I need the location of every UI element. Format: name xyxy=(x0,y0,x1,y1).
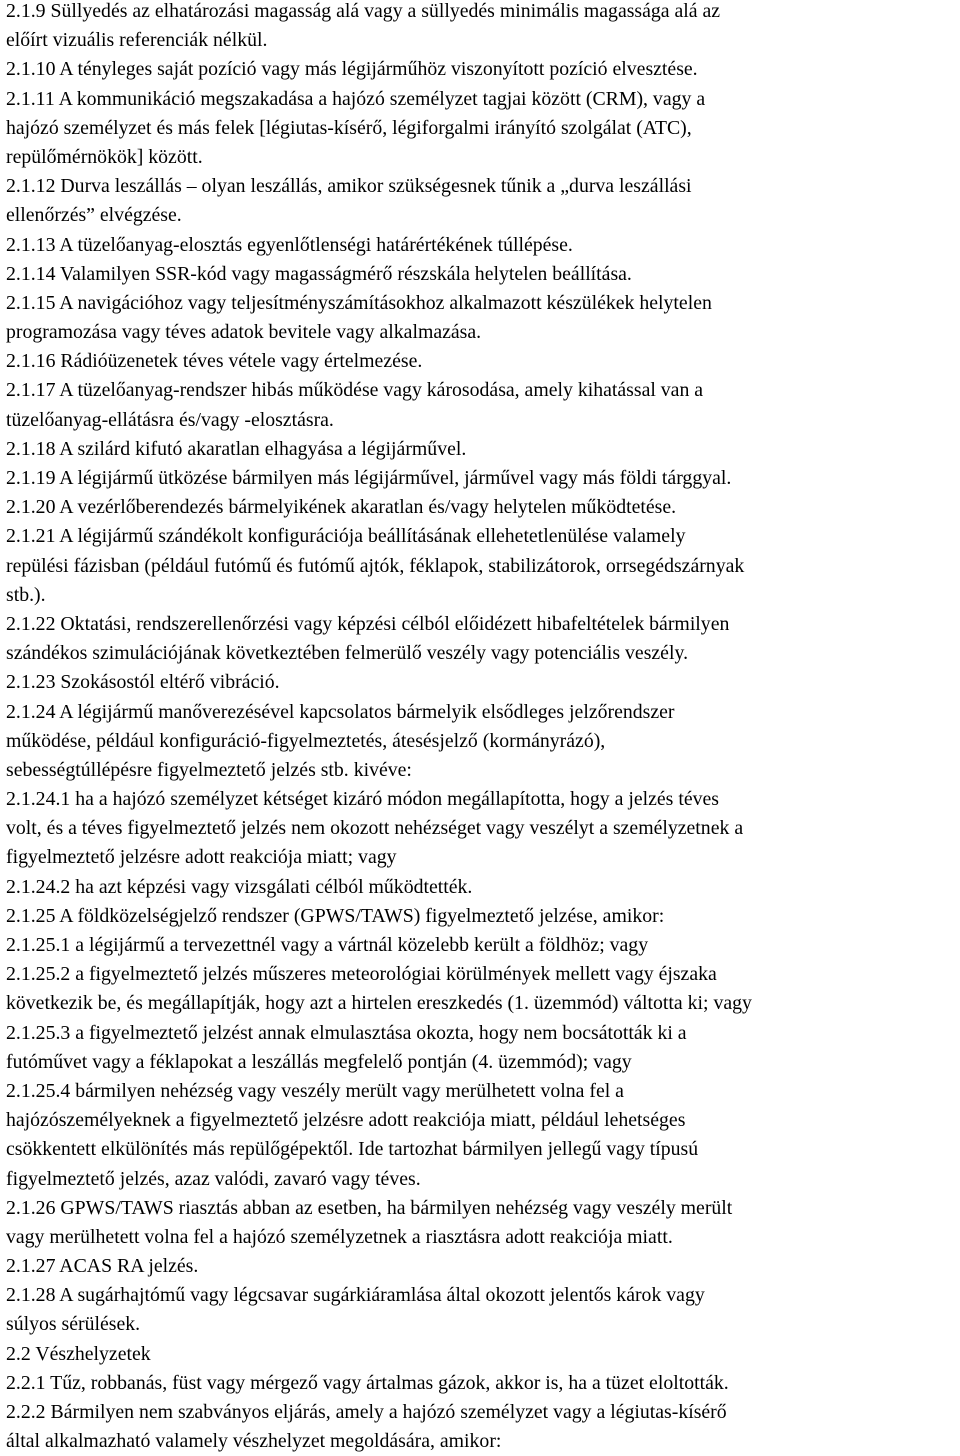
text-line: 2.2.2 Bármilyen nem szabványos eljárás, amely a hajózó személyzet vagy a légiutas-kísérő xyxy=(6,1401,727,1423)
text-line: tüzelőanyag-ellátásra és/vagy -elosztásra. xyxy=(6,408,334,431)
text-line: volt, és a téves figyelmeztető jelzés nem okozott nehézséget vagy veszélyt a személyzetnek a xyxy=(6,817,744,840)
text-line: működése, például konfiguráció-figyelmeztetés, átesésjelző (kormányrázó), xyxy=(6,729,606,752)
text-line: 2.1.20 A vezérlőberendezés bármelyikének akaratlan és/vagy helytelen működtetése. xyxy=(6,496,677,519)
text-line: futóművet vagy a féklapokat a leszállás megfelelő pontján (4. üzemmód); vagy xyxy=(6,1050,632,1073)
text-line: 2.1.11 A kommunikáció megszakadása a hajózó személyzet tagjai között (CRM), vagy a xyxy=(6,87,706,110)
text-line: 2.1.27 ACAS RA jelzés. xyxy=(6,1255,199,1278)
text-line: vagy merülhetett volna fel a hajózó személyzetnek a riasztásra adott reakciója miatt. xyxy=(6,1225,673,1248)
text-line: 2.1.17 A tüzelőanyag-rendszer hibás működése vagy károsodása, amely kihatással van a xyxy=(6,379,704,402)
text-line: figyelmeztető jelzés, azaz valódi, zavaró vagy téves. xyxy=(6,1167,421,1190)
text-line: előírt vizuális referenciák nélkül. xyxy=(6,29,268,52)
text-line: 2.1.22 Oktatási, rendszerellenőrzési vagy képzési célból előidézett hibafeltételek bármilyen xyxy=(6,612,730,635)
section-heading: 2.2 Vészhelyzetek xyxy=(6,1342,151,1365)
text-line: repülőmérnökök] között. xyxy=(6,145,203,168)
text-line: 2.1.23 Szokásostól eltérő vibráció. xyxy=(6,671,280,694)
text-line: stb.). xyxy=(6,583,46,606)
text-line: 2.1.28 A sugárhajtómű vagy légcsavar sugárkiáramlása által okozott jelentős károk vagy xyxy=(6,1284,705,1307)
text-line: 2.1.24 A légijármű manőverezésével kapcsolatos bármelyik elsődleges jelzőrendszer xyxy=(6,700,675,723)
text-line: következik be, és megállapítják, hogy azt a hirtelen ereszkedés (1. üzemmód) váltotta ki; vagy xyxy=(6,992,752,1015)
text-line: 2.1.13 A tüzelőanyag-elosztás egyenlőtlenségi határértékének túllépése. xyxy=(6,233,573,256)
text-line: 2.1.25 A földközelségjelző rendszer (GPWS/TAWS) figyelmeztető jelzése, amikor: xyxy=(6,904,665,927)
text-line: figyelmeztető jelzésre adott reakciója miatt; vagy xyxy=(6,846,397,869)
text-line: 2.1.19 A légijármű ütközése bármilyen más légijárművel, járművel vagy más földi tárggyal. xyxy=(6,467,732,489)
text-line: 2.1.25.1 a légijármű a tervezettnél vagy a vártnál közelebb került a földhöz; vagy xyxy=(6,934,649,956)
text-line: 2.1.25.3 a figyelmeztető jelzést annak elmulasztása okozta, hogy nem bocsátották ki a xyxy=(6,1021,687,1044)
text-line: súlyos sérülések. xyxy=(6,1313,141,1336)
text-line: 2.1.10 A tényleges saját pozíció vagy más légijárműhöz viszonyított pozíció elvesztése. xyxy=(6,58,698,81)
text-line: repülési fázisban (például futómű és futómű ajtók, féklapok, stabilizátorok, orrsegédszárnyak xyxy=(6,554,745,577)
text-line: hajózószemélyeknek a figyelmeztető jelzésre adott reakciója miatt, például lehetséges xyxy=(6,1109,686,1132)
text-line: 2.1.9 Süllyedés az elhatározási magasság alá vagy a süllyedés minimális magassága alá az xyxy=(6,0,721,22)
text-line: szándékos szimulációjának következtében felmerülő veszély vagy potenciális veszély. xyxy=(6,642,689,665)
text-line: 2.1.16 Rádióüzenetek téves vétele vagy értelmezése. xyxy=(6,350,423,373)
text-line: 2.1.26 GPWS/TAWS riasztás abban az esetben, ha bármilyen nehézség vagy veszély merült xyxy=(6,1196,733,1219)
text-line: csökkentett elkülönítés más repülőgépektől. Ide tartozhat bármilyen jellegű vagy típusú xyxy=(6,1138,699,1161)
document-page xyxy=(6,0,956,1456)
text-line: 2.1.25.4 bármilyen nehézség vagy veszély merült vagy merülhetett volna fel a xyxy=(6,1079,624,1102)
text-line: 2.1.15 A navigációhoz vagy teljesítményszámításokhoz alkalmazott készülékek helytelen xyxy=(6,291,712,314)
text-line: 2.1.14 Valamilyen SSR-kód vagy magasságmérő részskála helytelen beállítása. xyxy=(6,262,632,285)
text-line: 2.1.21 A légijármű szándékolt konfigurációja beállításának ellehetetlenülése valamely xyxy=(6,525,686,548)
text-line: 2.1.24.2 ha azt képzési vagy vizsgálati célból működtették. xyxy=(6,875,473,898)
text-line: 2.1.25.2 a figyelmeztető jelzés műszeres meteorológiai körülmények mellett vagy éjszaka xyxy=(6,963,717,986)
text-line: 2.2.1 Tűz, robbanás, füst vagy mérgező vagy ártalmas gázok, akkor is, ha a tüzet eloltották. xyxy=(6,1371,729,1394)
text-line: ellenőrzés” elvégzése. xyxy=(6,204,182,227)
text-line: programozása vagy téves adatok bevitele vagy alkalmazása. xyxy=(6,321,482,344)
text-line: 2.1.12 Durva leszállás – olyan leszállás, amikor szükségesnek tűnik a „durva leszállási xyxy=(6,175,692,198)
text-line: hajózó személyzet és más felek [légiutas-kísérő, légiforgalmi irányító szolgálat (ATC), xyxy=(6,116,692,139)
text-line: által alkalmazható valamely vészhelyzet megoldására, amikor: xyxy=(6,1430,502,1453)
text-line: sebességtúllépésre figyelmeztető jelzés stb. kivéve: xyxy=(6,758,412,781)
text-line: 2.1.18 A szilárd kifutó akaratlan elhagyása a légijárművel. xyxy=(6,437,467,460)
text-line: 2.1.24.1 ha a hajózó személyzet kétséget kizáró módon megállapította, hogy a jelzés téves xyxy=(6,788,719,811)
